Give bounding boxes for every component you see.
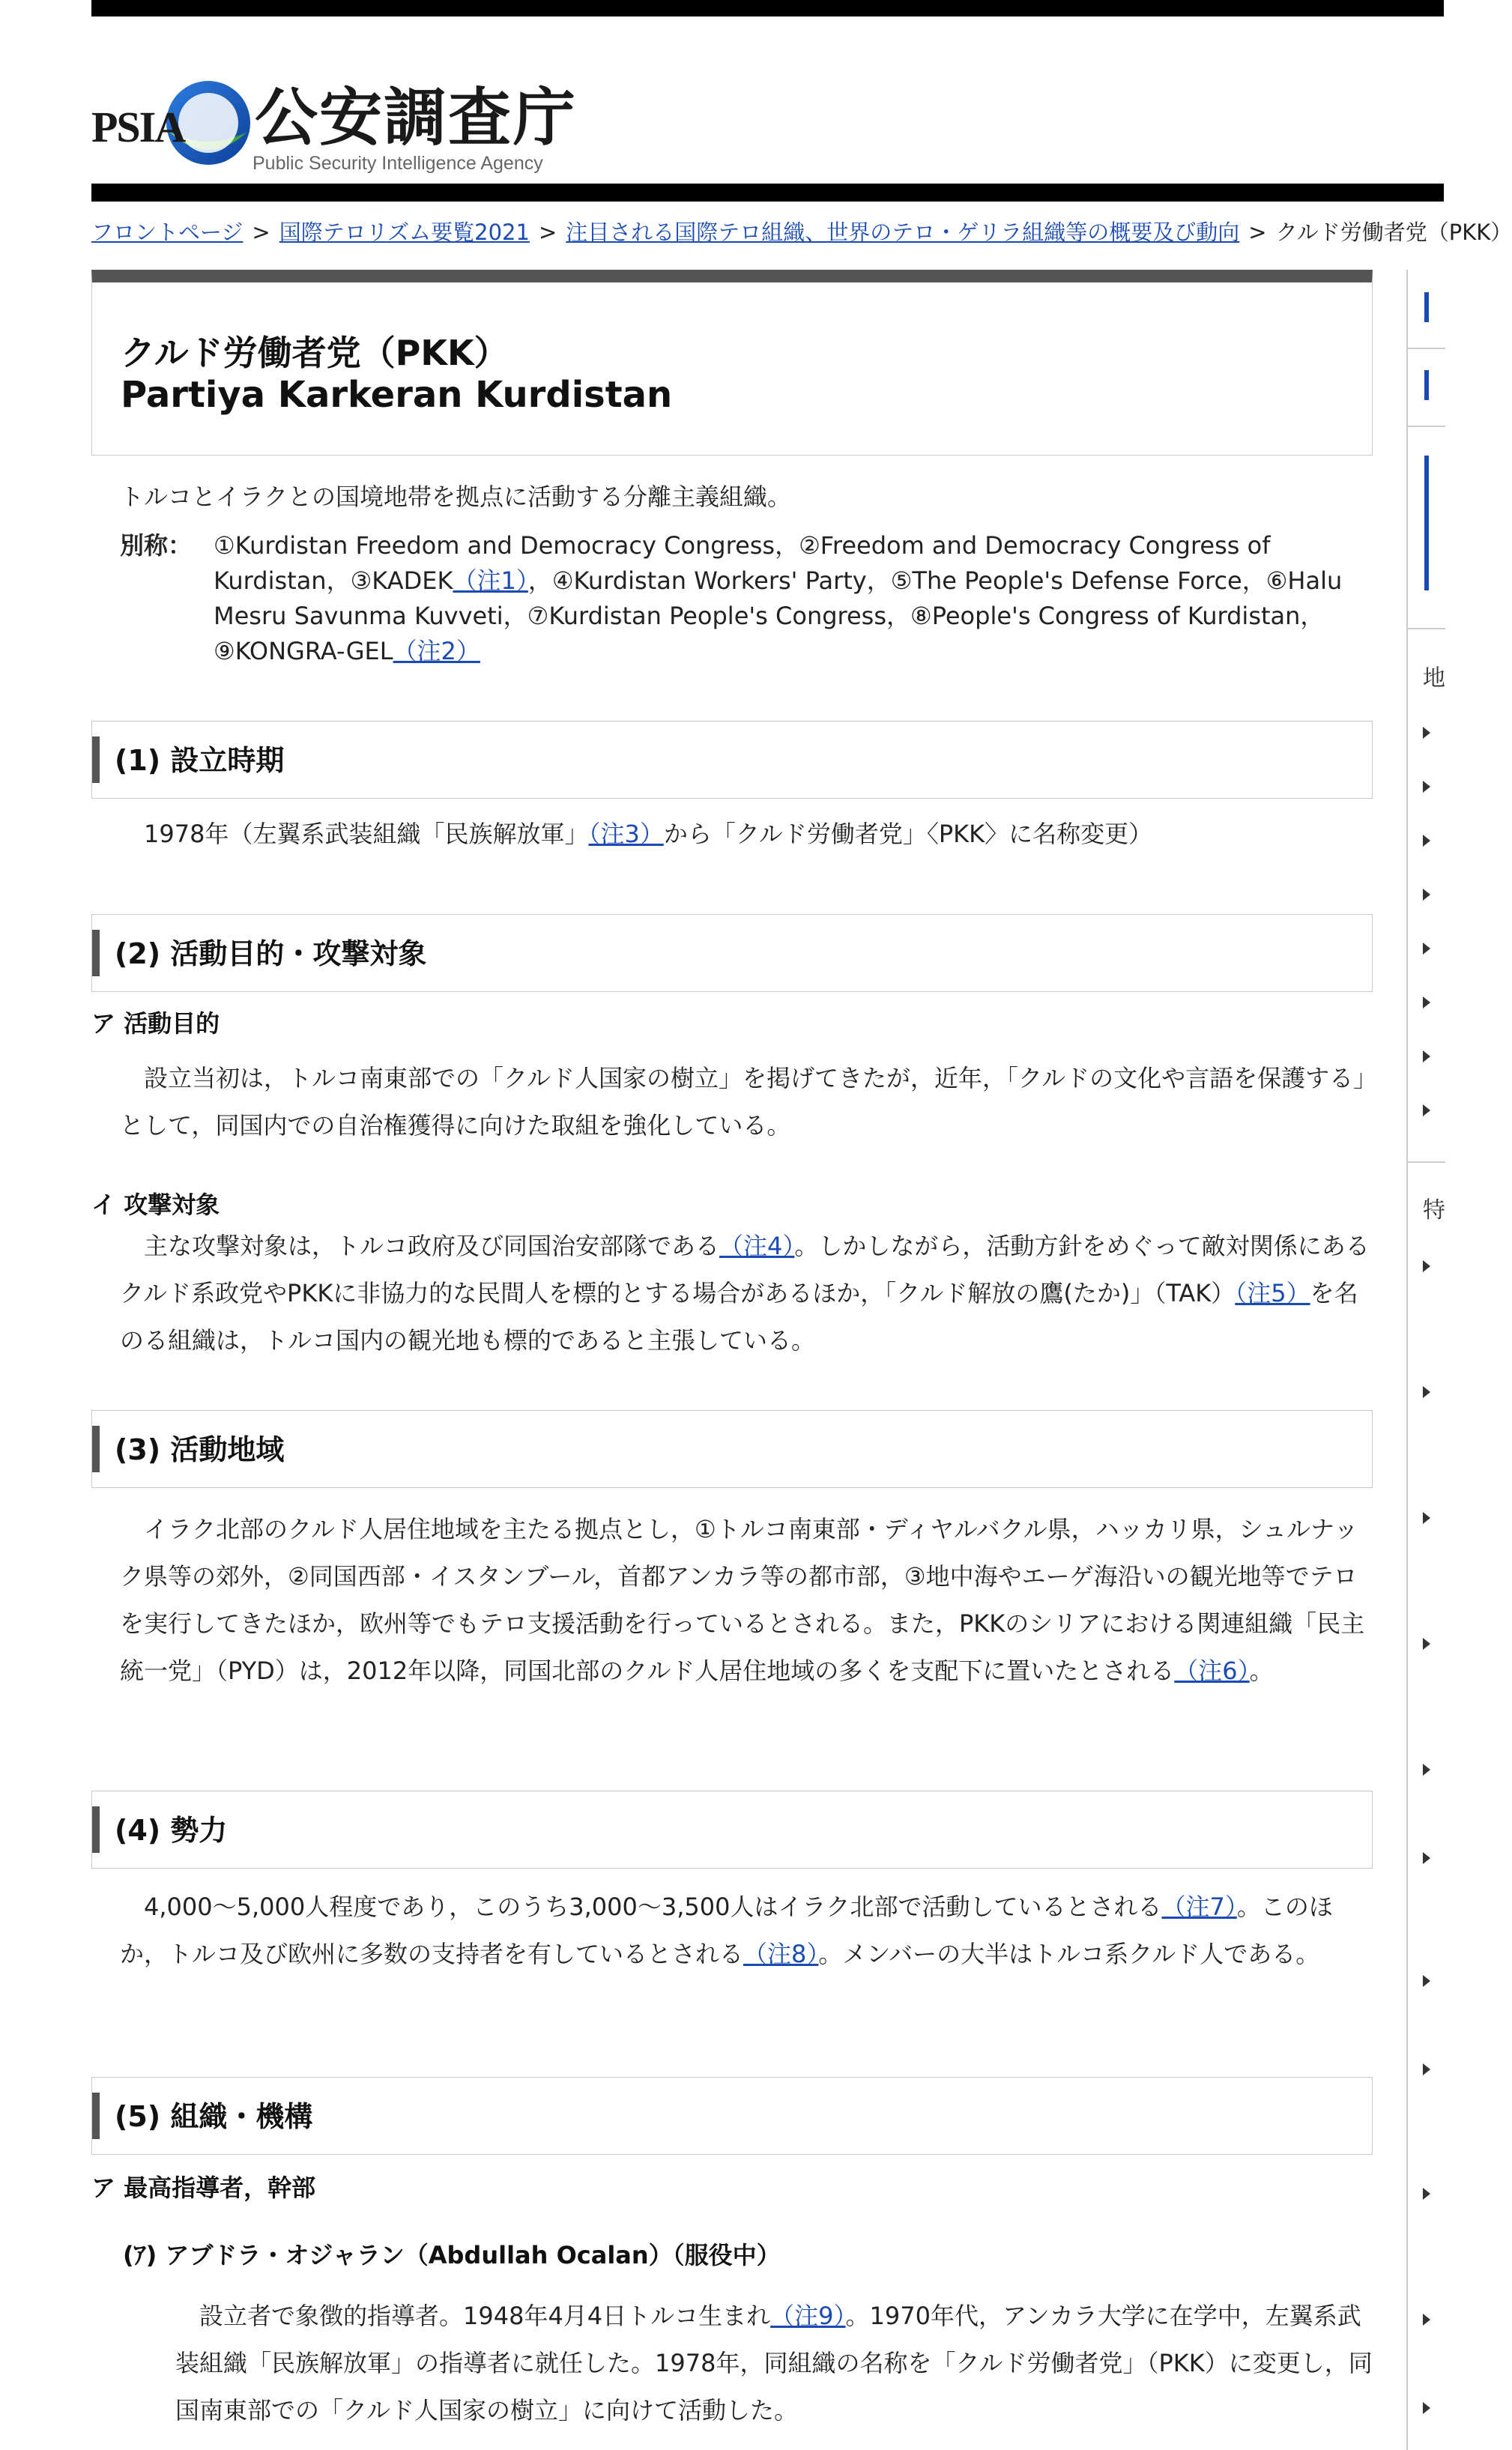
breadcrumb-separator: > [252,220,270,245]
section-heading-4 [91,1791,1373,1869]
breadcrumb-current: クルド労働者党（PKK） [1275,220,1512,245]
sidebar-link-row[interactable] [1408,426,1445,629]
breadcrumb-link-section[interactable]: 注目される国際テロ組織、世界のテロ・ゲリラ組織等の概要及び動向 [566,220,1240,245]
alias-label: 別称： [120,531,193,560]
sidebar-bullet-icon[interactable] [1423,1386,1430,1398]
sidebar-bullet-icon[interactable] [1423,781,1430,793]
sidebar-bullet-icon[interactable] [1423,889,1430,901]
note-link-7[interactable]: （注7） [1161,1893,1237,1921]
sidebar-bullet-icon[interactable] [1423,1104,1430,1116]
sidebar-bullet-icon[interactable] [1423,943,1430,955]
sidebar-bullet-icon[interactable] [1423,1512,1430,1524]
breadcrumb-link-home[interactable]: フロントページ [91,220,244,245]
sidebar-bullet-icon[interactable] [1423,2188,1430,2200]
section-2-para-b-2: 。しかしながら，活動方針をめぐって敵対関係にあるクルド系政党やPKKに非協力的な民間人を標的とする場合があるほか，「クルド解放の鷹(たか)」（TAK） [120,1232,1370,1307]
section-2-para-b [120,1223,1373,1364]
sidebar-divider [1408,1160,1445,1163]
section-heading-1 [91,721,1373,799]
section-4-para-2: 。このほか，トルコ及び欧州に多数の支持者を有しているとされる [120,1893,1333,1968]
heading-accent-bar [92,1426,100,1472]
section-heading-3 [91,1410,1373,1488]
header-bottom-bar [91,184,1444,202]
note-link-9[interactable]: （注9） [770,2302,846,2330]
sidebar-link-fragment[interactable] [1424,370,1429,400]
sidebar-bullet-icon[interactable] [1423,835,1430,847]
sidebar-bullet-icon[interactable] [1423,1764,1430,1776]
note-link-1[interactable]: （注1） [453,566,528,595]
note-link-2[interactable]: （注2） [393,637,480,665]
subheading-purpose: ア 活動目的 [91,1009,220,1038]
site-logo[interactable] [91,61,616,181]
heading-accent-bar [92,930,100,976]
section-5-para [175,2293,1374,2434]
sidebar-bullet-icon[interactable] [1423,2314,1430,2326]
right-sidebar [1406,270,1444,2450]
subheading-leaders: ア 最高指導者，幹部 [91,2174,316,2202]
section-4-para [120,1884,1373,1978]
section-1-text-a: 1978年（左翼系武装組織「民族解放軍」 [144,820,589,848]
alias-text-2: ，④Kurdistan Workers' Party，⑤The People's Defense Force，⑥Halu Mesru Savunma Kuvveti，⑦Kurdistan People's Congress，⑧People's Congress of Kurdistan，⑨KONGRA-GEL [214,566,1343,665]
section-1-text-b: から「クルド労働者党」〈PKK〉に名称変更） [663,820,1153,848]
site-header [91,16,1444,180]
logo-abbr: PSIA [91,103,185,151]
logo-jp-title: 公安調査庁 [255,80,578,154]
note-link-4[interactable]: （注4） [719,1232,795,1260]
section-1-text [120,817,1373,852]
sidebar-bullet-icon[interactable] [1423,996,1430,1008]
section-heading-5 [91,2077,1373,2155]
breadcrumb-separator: > [538,220,557,245]
section-heading-2 [91,914,1373,992]
section-2-para-b-1: 主な攻撃対象は，トルコ政府及び同国治安部隊である [144,1232,720,1260]
sidebar-bullet-icon[interactable] [1423,727,1430,739]
sidebar-bullet-icon[interactable] [1423,1050,1430,1062]
page-title-box [91,270,1373,456]
sidebar-link-row[interactable] [1408,270,1445,349]
section-3-para-2: 。 [1249,1657,1274,1685]
section-4-para-1: 4,000～5,000人程度であり，このうち3,000～3,500人はイラク北部で活動しているとされる [144,1893,1162,1921]
note-link-8[interactable]: （注8） [743,1940,819,1968]
person-heading: (ｱ) アブドラ・オジャラン（Abdullah Ocalan）（服役中） [123,2241,781,2269]
section-5-para-1: 設立者で象徴的指導者。1948年4月4日トルコ生まれ [199,2302,771,2330]
page-title-jp: クルド労働者党（PKK） [121,333,509,373]
sidebar-bullet-icon[interactable] [1423,1638,1430,1650]
subheading-targets: イ 攻撃対象 [91,1191,220,1219]
section-heading-label: (3) 活動地域 [115,1433,285,1466]
heading-accent-bar [92,736,100,783]
section-heading-label: (4) 勢力 [115,1814,228,1847]
section-3-para [120,1506,1373,1695]
breadcrumb [91,217,1512,247]
section-heading-label: (1) 設立時期 [115,744,285,777]
sidebar-heading-char: 地 [1423,665,1445,692]
breadcrumb-separator: > [1248,220,1267,245]
sidebar-link-fragment[interactable] [1424,292,1429,322]
note-link-6[interactable]: （注6） [1174,1657,1250,1685]
heading-accent-bar [92,2093,100,2139]
heading-accent-bar [92,1806,100,1853]
top-black-bar [91,0,1444,16]
sidebar-bullet-icon[interactable] [1423,2402,1430,2414]
note-link-5[interactable]: （注5） [1235,1279,1310,1307]
sidebar-bullet-icon[interactable] [1423,2063,1430,2075]
logo-en-title: Public Security Intelligence Agency [252,153,543,174]
section-heading-label: (2) 活動目的・攻撃対象 [115,937,427,970]
lead-text: トルコとイラクとの国境地帯を拠点に活動する分離主義組織。 [120,483,792,511]
sidebar-bullet-icon[interactable] [1423,1852,1430,1864]
page-title-en: Partiya Karkeran Kurdistan [121,374,673,416]
alias-body [214,528,1371,669]
sidebar-bullet-icon[interactable] [1423,1260,1430,1272]
main-content [91,270,1374,2425]
sidebar-link-fragment[interactable] [1424,456,1429,590]
sidebar-heading-char: 特 [1423,1197,1445,1224]
sidebar-bullet-icon[interactable] [1423,1975,1430,1987]
section-2-para-b-3: を名のる組織は，トルコ国内の観光地も標的であると主張している。 [120,1279,1358,1355]
sidebar-link-row[interactable] [1408,348,1445,427]
section-2-para-a: 設立当初は，トルコ南東部での「クルド人国家の樹立」を掲げてきたが，近年，「クルドの文化や言語を保護する」として，同国内での自治権獲得に向けた取組を強化している。 [120,1064,1366,1140]
section-3-para-1: イラク北部のクルド人居住地域を主たる拠点とし，①トルコ南東部・ディヤルバクル県，ハッカリ県，シュルナック県等の郊外，②同国西部・イスタンブール，首都アンカラ等の都市部，③地中海やエーゲ海沿いの観光地等でテロを実行してきたほか，欧州等でもテロ支援活動を行っているとされる。また，PKKのシリアにおける関連組織「民主統一党」（PYD）は，2012年以降，同国北部のクルド人居住地域の多くを支配下に置いたとされる [120,1515,1365,1685]
breadcrumb-link-yoran[interactable]: 国際テロリズム要覧2021 [279,220,530,245]
alias-text-1: ①Kurdistan Freedom and Democracy Congress，②Freedom and Democracy Congress of Kurdistan，③KADEK [214,531,1271,595]
section-heading-label: (5) 組織・機構 [115,2100,313,2133]
section-4-para-3: 。メンバーの大半はトルコ系クルド人である。 [818,1940,1320,1968]
note-link-3[interactable]: （注3） [588,820,664,848]
section-5-para-2: 。1970年代，アンカラ大学に在学中，左翼系武装組織「民族解放軍」の指導者に就任した。1978年，同組織の名称を「クルド労働者党」（PKK）に変更し，同国南東部での「クルド人国家の樹立」に向けて活動した。 [175,2302,1373,2425]
